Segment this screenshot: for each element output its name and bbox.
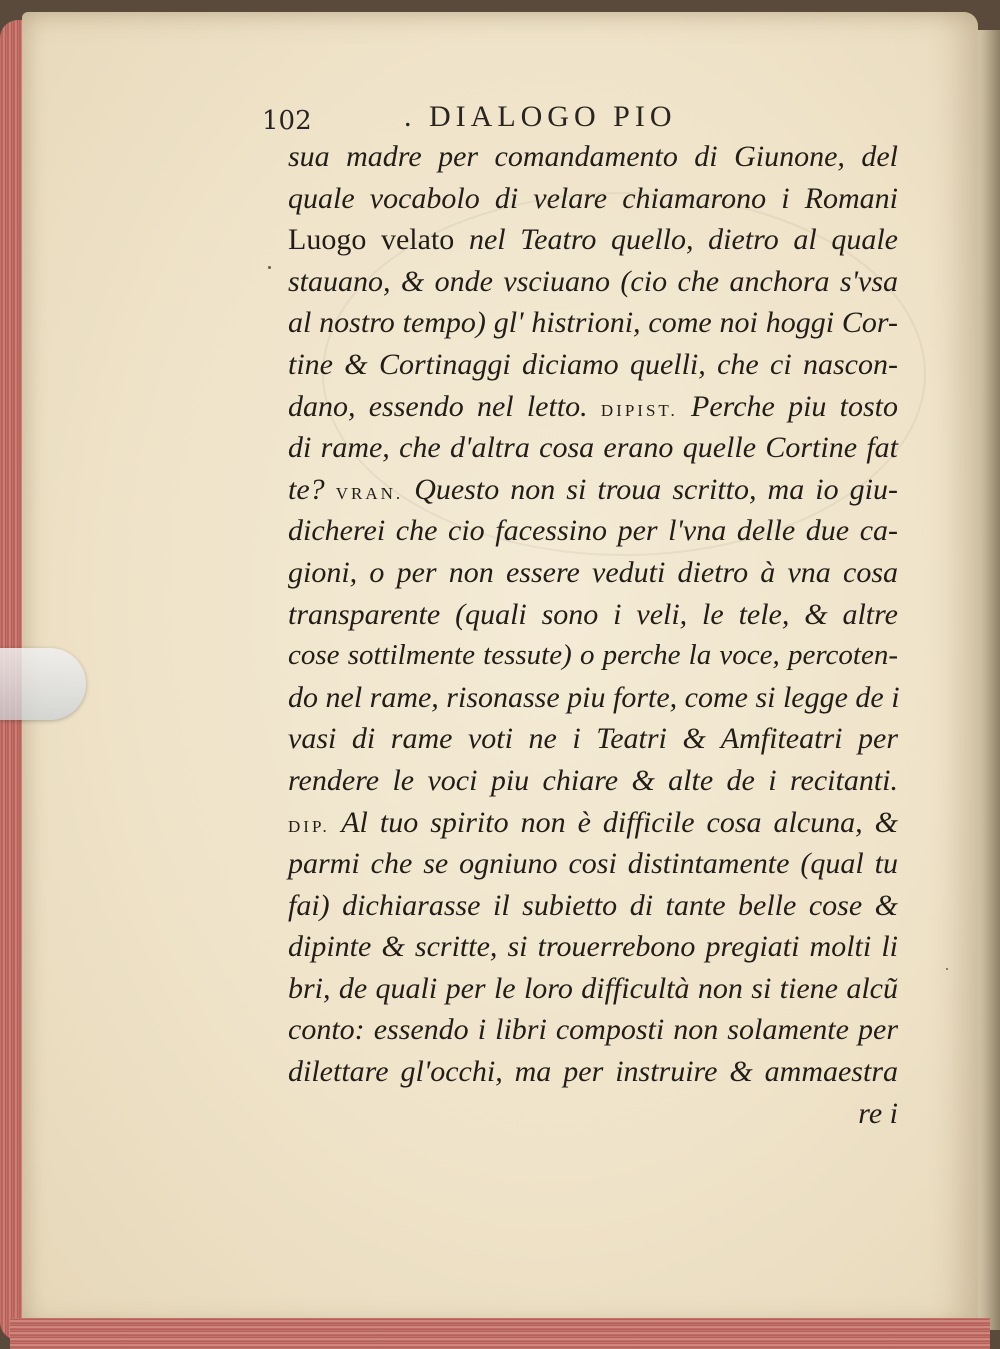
text-segment: tine & Cortinaggi diciamo quelli, che ci nascon-: [288, 347, 898, 381]
text-line: [288, 178, 898, 220]
text-line: [288, 843, 898, 885]
text-line: [288, 219, 898, 261]
text-segment: dilettare gl'occhi, ma per instruire & ammaestra: [288, 1055, 898, 1089]
text-segment: di rame, che d'altra cosa erano quelle Cortine fat: [288, 431, 898, 465]
text-line: [288, 968, 898, 1010]
text-segment: transparente (quali sono i veli, le tele, & altre: [288, 597, 898, 631]
text-segment: do nel rame, risonasse piu forte, come si legge de i: [288, 680, 900, 714]
text-segment: Luogo velato: [288, 223, 469, 257]
text-line: [288, 510, 898, 552]
text-segment: cose sottilmente tessute) o perche la voce, percoten-: [288, 639, 898, 672]
text-line: [288, 594, 898, 636]
text-segment: te?: [288, 472, 336, 506]
speaker-label: VRAN.: [335, 483, 404, 503]
text-segment: nel Teatro quello, dietro al quale: [468, 223, 898, 257]
text-segment: vasi di rame voti ne i Teatri & Amfiteatri per: [288, 722, 898, 756]
text-line: [288, 926, 898, 968]
text-line: [288, 1009, 898, 1051]
text-segment: al nostro tempo) gl' histrioni, come noi hoggi Cor-: [288, 306, 898, 340]
text-segment: dipinte & scritte, si trouerrebono pregiati molti li: [288, 930, 898, 964]
text-line: [288, 302, 898, 344]
text-line: [288, 802, 898, 844]
text-segment: bri, de quali per le loro difficultà non si tiene alcũ: [288, 971, 898, 1005]
text-line: [288, 344, 898, 386]
catchword: re i: [858, 1096, 898, 1130]
text-line: [288, 885, 898, 927]
page-edges-bottom: [10, 1318, 990, 1349]
text-line: [288, 552, 898, 594]
text-line: [288, 261, 898, 303]
text-segment: dano, essendo nel letto.: [288, 389, 601, 423]
text-line: [288, 469, 898, 511]
text-segment: conto: essendo i libri composti non solamente per: [288, 1013, 898, 1047]
text-segment: dicherei che cio facessino per l'vna delle due ca-: [288, 514, 898, 548]
text-segment: sua madre per comandamento di Giunone, del: [288, 140, 898, 173]
ink-speck: [268, 266, 271, 269]
speaker-label: DIP.: [288, 816, 330, 836]
text-line: [288, 1051, 898, 1093]
running-head: . DIALOGO PIO: [404, 100, 677, 133]
text-segment: parmi che se ogniuno cosi distintamente (qual tu: [288, 847, 898, 881]
body-text: [288, 136, 898, 1134]
text-segment: fai) dichiarasse il subietto di tante belle cose &: [288, 888, 898, 922]
text-line: [288, 427, 898, 469]
page-number: 102: [262, 106, 312, 136]
text-line: [288, 386, 898, 428]
text-segment: stauano, & onde vsciuano (cio che anchora s'vsa: [288, 264, 898, 298]
speaker-label: DIPIST.: [600, 400, 678, 420]
text-segment: Al tuo spirito non è difficile cosa alcuna, &: [329, 805, 898, 839]
text-segment: rendere le voci piu chiare & alte de i recitanti.: [288, 763, 898, 797]
text-line: [288, 718, 898, 760]
text-line: [288, 635, 898, 677]
bookmark-clip: [0, 648, 86, 720]
text-line: [288, 760, 898, 802]
text-line: [288, 677, 898, 719]
text-segment: Questo non si troua scritto, ma io giu-: [403, 472, 898, 506]
ink-speck: [946, 968, 948, 970]
text-segment: gioni, o per non essere veduti dietro à vna cosa: [288, 555, 898, 589]
text-line: [288, 136, 898, 178]
text-segment: quale vocabolo di velare chiamarono i Romani: [288, 181, 898, 215]
text-segment: Perche piu tosto: [677, 389, 898, 423]
